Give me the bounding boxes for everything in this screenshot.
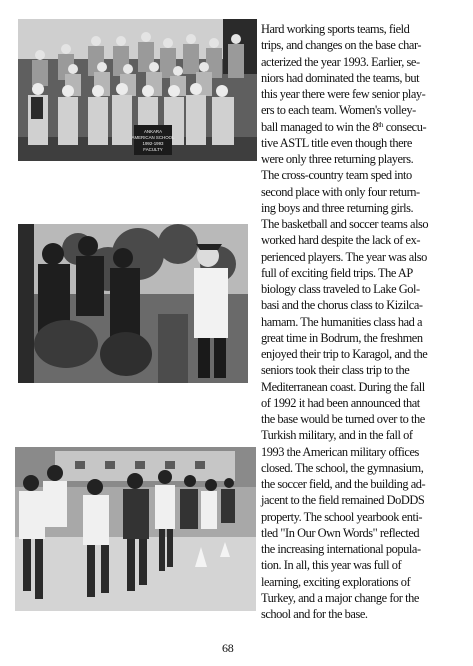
article-line: ing boys and three returning girls. bbox=[261, 200, 414, 215]
article-line: biology class traveled to Lake Gol- bbox=[261, 282, 420, 296]
article-line: worked hard despite the lack of ex- bbox=[261, 233, 421, 248]
faculty-photo-drawing bbox=[18, 19, 257, 161]
article-line: tion. In all, this year was full of bbox=[261, 558, 402, 573]
page-number: 68 bbox=[222, 641, 234, 655]
article-line: great time in Bodrum, the freshmen bbox=[261, 330, 423, 345]
article-line: enjoyed their trip to Karagol, and the bbox=[261, 347, 428, 361]
article-text bbox=[261, 21, 464, 622]
article-line: 1993 the American military offices bbox=[261, 444, 419, 459]
faculty-group-photo bbox=[18, 19, 257, 161]
article-line: acterized the year 1993. Earlier, se- bbox=[261, 54, 420, 69]
article-line: of 1992 it had been announced that bbox=[261, 395, 420, 410]
article-line: learning, exciting explorations of bbox=[261, 574, 411, 589]
article-line: Mediterranean coast. During the fall bbox=[261, 379, 425, 394]
article-line: Turkey, and a major change for the bbox=[261, 590, 419, 605]
faculty-sign-line-1: ANKARA bbox=[143, 129, 163, 134]
article-line: The basketball and soccer teams also bbox=[261, 217, 429, 231]
article-line: school and for the base. bbox=[261, 607, 368, 621]
field-trip-photo-drawing bbox=[18, 224, 248, 383]
article-line: full of exciting field trips. The AP bbox=[261, 265, 413, 280]
article-line: the base would be turned over to the bbox=[261, 412, 425, 426]
article-line: niors had dominated the teams, but bbox=[261, 70, 420, 85]
ordinal-superscript: th bbox=[378, 119, 384, 129]
article-line-text: ball managed to win the 8 bbox=[261, 119, 379, 134]
article-line: the increasing international popula- bbox=[261, 542, 421, 556]
article-line: seniors took their class trip to the bbox=[261, 363, 410, 378]
article-line: hamam. The humanities class had a bbox=[261, 314, 423, 329]
article-line-volleyball bbox=[261, 119, 464, 135]
article-line: ers to each team. Women's volley- bbox=[261, 103, 416, 118]
field-trip-photo bbox=[18, 224, 248, 383]
article-line: trips, and changes on the base char- bbox=[261, 38, 422, 53]
article-line: jacent to the field remained DoDDS bbox=[261, 493, 425, 508]
running-photo-drawing bbox=[15, 447, 256, 611]
article-line: Hard working sports teams, field bbox=[261, 22, 410, 36]
article-line: perienced players. The year was also bbox=[261, 249, 427, 264]
article-line: basi and the chorus class to Kizilca- bbox=[261, 298, 423, 313]
article-line: tive ASTL title even though there bbox=[261, 135, 412, 150]
faculty-sign-line-4: FACULTY bbox=[143, 147, 163, 152]
article-line: The cross-country team sped into bbox=[261, 168, 412, 183]
article-line: second place with only four return- bbox=[261, 184, 420, 199]
article-line: the soccer field, and the building ad- bbox=[261, 477, 426, 491]
faculty-sign-line-2: AMERICAN SCHOOL bbox=[131, 135, 175, 140]
article-line: this year there were few senior play- bbox=[261, 87, 426, 101]
article-line: were only three returning players. bbox=[261, 152, 414, 166]
faculty-sign-line-3: 1992-1993 bbox=[142, 141, 164, 146]
article-line: Turkish military, and in the fall of bbox=[261, 428, 413, 443]
article-line: tled "In Our Own Words" reflected bbox=[261, 525, 420, 540]
article-line: closed. The school, the gymnasium, bbox=[261, 460, 424, 475]
article-line-tail: consecu- bbox=[383, 119, 427, 134]
running-team-photo bbox=[15, 447, 256, 611]
article-line: property. The school yearbook enti- bbox=[261, 509, 423, 524]
